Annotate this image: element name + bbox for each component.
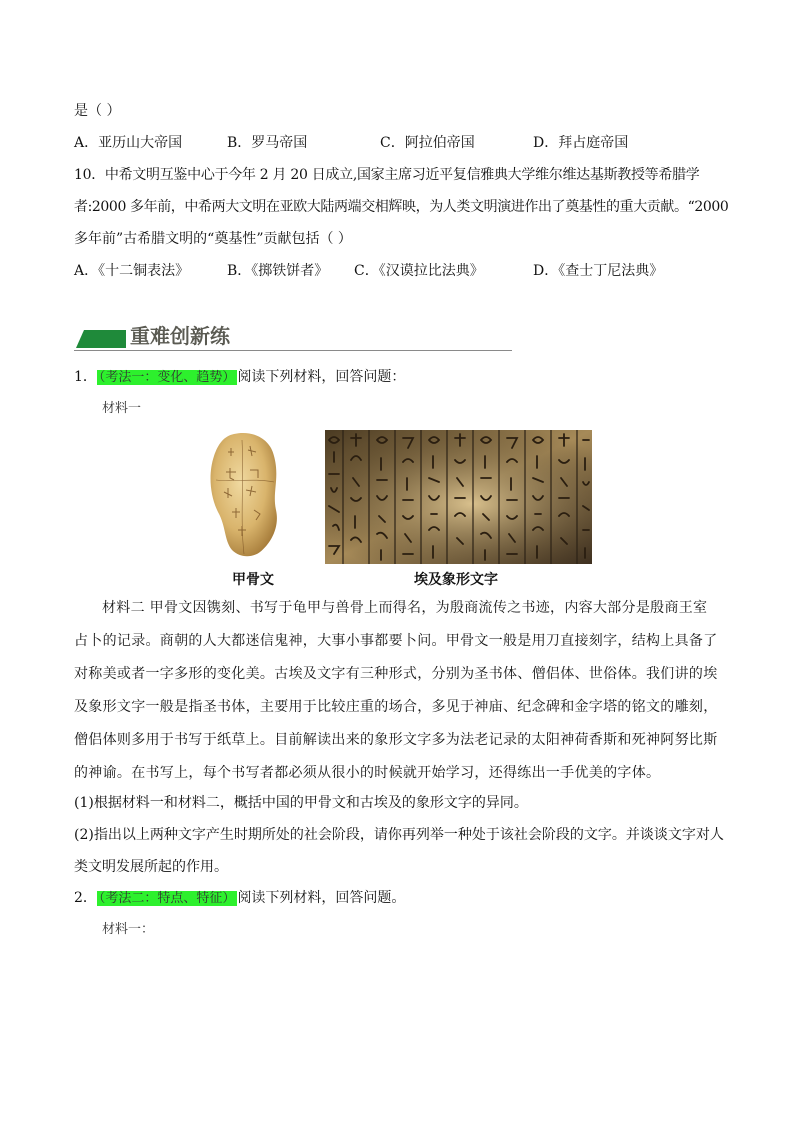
p1-tag: （考法一：变化、趋势） <box>98 370 236 385</box>
oracle-bone-image <box>204 430 284 560</box>
q10-option-a: A．《十二铜表法》 <box>74 263 190 279</box>
q9-option-c: C．阿拉伯帝国 <box>380 135 475 151</box>
hieroglyph-image <box>325 430 592 564</box>
q9-option-b: B．罗马帝国 <box>227 135 308 151</box>
section-bar-icon <box>76 330 126 348</box>
q9-option-a: A．亚历山大帝国 <box>74 135 183 151</box>
p2-number: 2． <box>74 890 97 906</box>
section-title: 重难创新练 <box>130 324 230 348</box>
q9-option-d: D．拜占庭帝国 <box>533 135 629 151</box>
p1-header <box>74 367 405 388</box>
p2-prompt: 阅读下列材料，回答问题。 <box>237 890 406 906</box>
p1-question-2-line2: 类文明发展所起的作用。 <box>74 859 228 875</box>
q10-option-b: B．《掷铁饼者》 <box>227 263 329 279</box>
p1-material1-label: 材料一 <box>102 401 142 416</box>
q9-tail: 是（ ） <box>74 103 121 119</box>
p1-number: 1． <box>74 369 97 385</box>
p2-material1-label: 材料一： <box>102 922 155 937</box>
caption-hieroglyph: 埃及象形文字 <box>414 572 498 588</box>
p2-header <box>74 888 405 909</box>
p1-material2: 材料二 甲骨文因镌刻、书写于龟甲与兽骨上而得名，为殷商流传之书迹，内容大部分是殷商王室占卜的记录。商朝的人大都迷信鬼神，大事小事都要卜问。甲骨文一般是用刀直接刻字，结构上具备了对称美或者一字多形的变化美。古埃及文字有三种形式，分别为圣书体、僧侣体、世俗体。我们讲的埃及象形文字一般是指圣书体，主要用于比较庄重的场合，多见于神庙、纪念碑和金字塔的铭文的雕刻，僧侣体则多用于书写于纸草上。目前解读出来的象形文字多为法老记录的太阳神荷香斯和死神阿努比斯的神谕。在书写上，每个书写者都必须从很小的时候就开始学习，还得练出一手优美的字体。 <box>74 600 718 781</box>
caption-oracle-bone: 甲骨文 <box>232 572 274 588</box>
p1-question-2-line1: (2)指出以上两种文字产生时期所处的社会阶段，请你再列举一种处于该社会阶段的文字。并谈谈文字对人 <box>74 827 724 843</box>
p1-question-1: (1)根据材料一和材料二，概括中国的甲骨文和古埃及的象形文字的异同。 <box>74 795 528 811</box>
section-header <box>74 322 514 352</box>
q10-option-c: C．《汉谟拉比法典》 <box>354 263 484 279</box>
q10-option-d: D．《查士丁尼法典》 <box>533 263 664 279</box>
p1-prompt: 阅读下列材料，回答问题： <box>237 369 406 385</box>
q10-line1: 10．中希文明互鉴中心于今年 2 月 20 日成立,国家主席习近平复信雅典大学维尔维达基斯教授等希腊学 <box>74 167 700 183</box>
q10-line2: 者:2000 多年前，中希两大文明在亚欧大陆两端交相辉映，为人类文明演进作出了奠基性的重大贡献。“2000 <box>74 199 729 215</box>
section-rule <box>74 350 512 351</box>
q10-line3: 多年前”古希腊文明的“奠基性”贡献包括（ ） <box>74 231 352 247</box>
p2-tag: （考法二：特点、特征） <box>98 891 236 906</box>
